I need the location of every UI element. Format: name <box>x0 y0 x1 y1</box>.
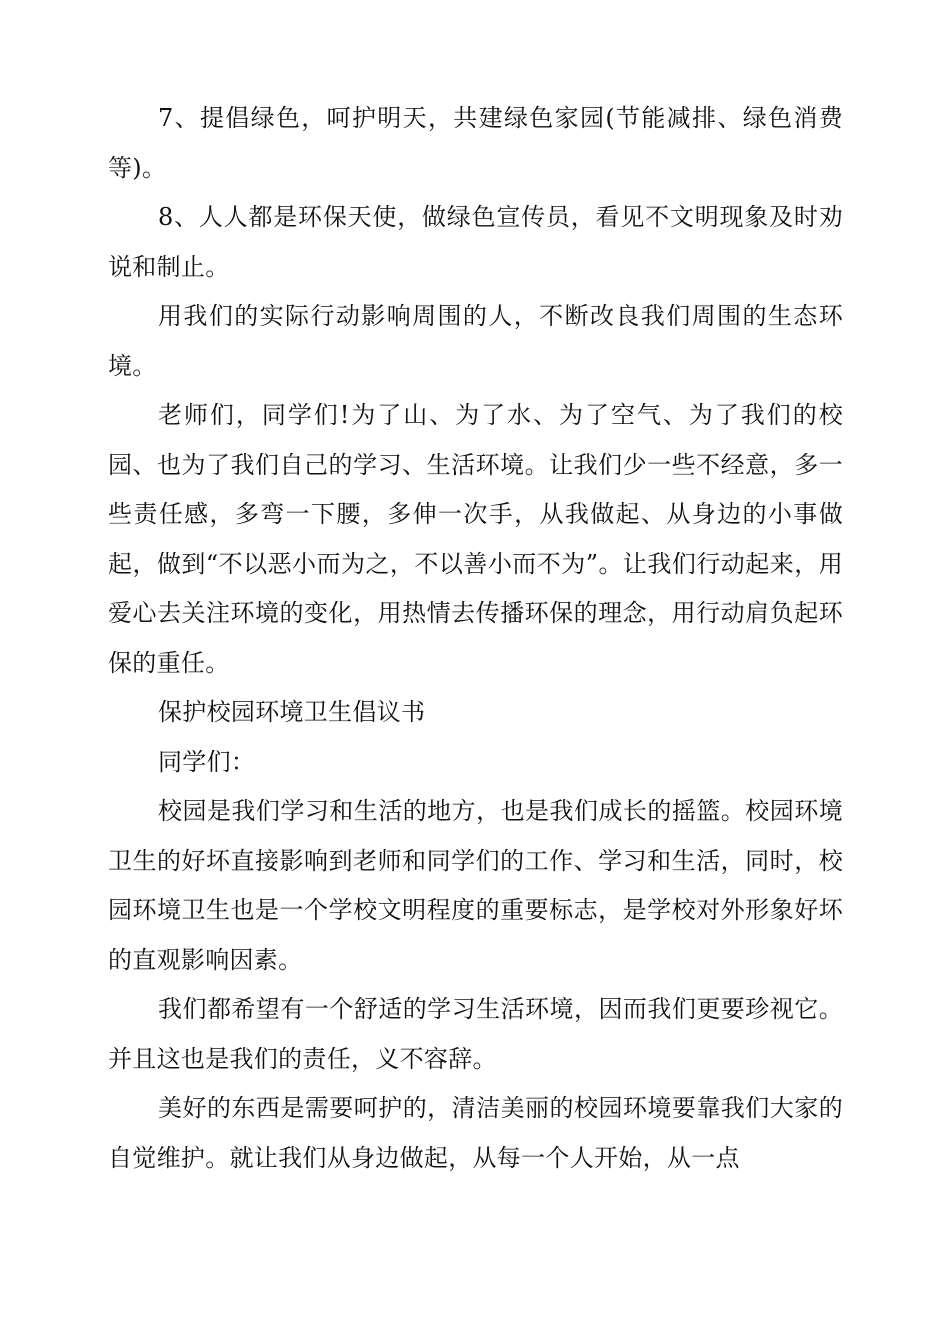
section-title: 保护校园环境卫生倡议书 <box>158 698 426 726</box>
salutation: 同学们： <box>158 747 256 776</box>
paragraph-campus-importance: 校园是我们学习和生活的地方，也是我们成长的摇篮。校园环境卫生的好坏直接影响到老师和同学们的工作、学习和生活，同时，校园环境卫生也是一个学校文明程度的重要标志，是学校对外形象好坏的直观影响因素。 <box>108 797 843 974</box>
document-body <box>108 94 843 1183</box>
paragraph-responsibility: 我们都希望有一个舒适的学习生活环境，因而我们更要珍视它。并且这也是我们的责任，义不容辞。 <box>108 995 843 1073</box>
paragraph-influence-others: 用我们的实际行动影响周围的人，不断改良我们周围的生态环境。 <box>108 302 843 380</box>
paragraph-protect-beauty: 美好的东西是需要呵护的，清洁美丽的校园环境要靠我们大家的自觉维护。就让我们从身边做起，从每一个人开始，从一点 <box>108 1094 843 1172</box>
paragraph-item-7: 7、提倡绿色，呵护明天，共建绿色家园(节能减排、绿色消费等)。 <box>108 104 843 182</box>
paragraph-item-8: 8、人人都是环保天使，做绿色宣传员，看见不文明现象及时劝说和制止。 <box>108 203 843 281</box>
paragraph-call-to-action: 老师们，同学们!为了山、为了水、为了空气、为了我们的校园、也为了我们自己的学习、生活环境。让我们少一些不经意，多一些责任感，多弯一下腰，多伸一次手，从我做起、从身边的小事做起，做到“不以恶小而为之，不以善小而不为”。让我们行动起来，用爱心去关注环境的变化，用热情去传播环保的理念，用行动肩负起环保的重任。 <box>108 401 843 677</box>
